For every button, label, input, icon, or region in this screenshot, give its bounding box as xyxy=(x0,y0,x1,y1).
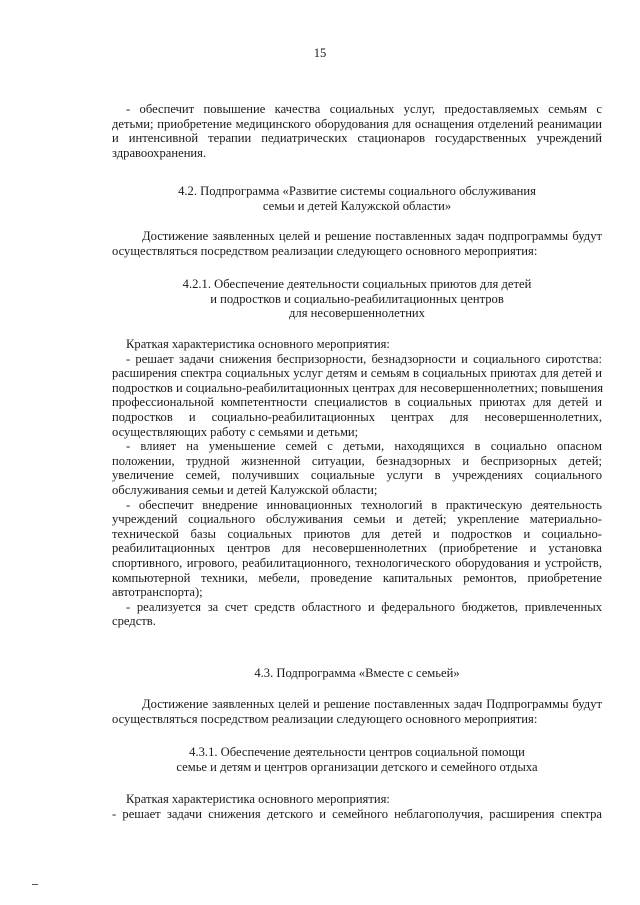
paragraph-achievement-4-3 xyxy=(112,697,602,726)
heading-4-3 xyxy=(112,666,602,681)
heading-line: 4.3. Подпрограмма «Вместе с семьей» xyxy=(254,666,460,680)
text-line: расширения спектра социальных услуг детям и семьям в социальных приютах для детей и xyxy=(112,366,602,381)
text-line: Достижение заявленных целей и решение поставленных задач подпрограммы будут xyxy=(142,229,602,243)
paragraph-characteristics-4-2-1 xyxy=(112,337,602,629)
text-line: подростков и социально-реабилитационных центрах для несовершеннолетних; повышения xyxy=(112,380,604,395)
text-line: средств. xyxy=(112,614,156,629)
text-line: Краткая характеристика основного мероприятия: xyxy=(126,792,390,806)
heading-4-3-1 xyxy=(112,745,602,774)
text-line: - решает задачи снижения детского и семейного неблагополучия, расширения спектра xyxy=(112,806,602,821)
heading-line: 4.2. Подпрограмма «Развитие системы социального обслуживания xyxy=(178,184,536,198)
text-line: увеличение семей, получивших социальные услуги в учреждениях социального xyxy=(112,468,602,483)
heading-line: и подростков и социально-реабилитационных центров xyxy=(210,291,504,306)
text-line: компьютерной техники, мебели, проведение капитальных ремонтов, приобретение xyxy=(112,570,602,585)
text-line: спортивного, игрового, реабилитационного, технологического оборудования и устройств, xyxy=(112,555,602,570)
text-line: осуществляться посредством реализации следующего основного мероприятия: xyxy=(112,243,538,258)
paragraph-characteristics-4-3-1 xyxy=(112,792,602,821)
heading-line: 4.2.1. Обеспечение деятельности социальных приютов для детей xyxy=(182,277,532,291)
text-line: осуществляться посредством реализации следующего основного мероприятия: xyxy=(112,711,538,726)
paragraph-intro xyxy=(112,102,602,160)
heading-line: для несовершеннолетних xyxy=(289,306,425,321)
text-line: осуществляющих работу с семьями и детьми; xyxy=(112,424,359,439)
text-line: положении, трудной жизненной ситуации, безнадзорных и беспризорных детей; xyxy=(112,453,602,468)
text-line: - обеспечит внедрение инновационных технологий в практическую деятельность xyxy=(126,497,602,512)
text-line: реабилитационных центров для несовершеннолетних (приобретение и установка xyxy=(112,541,602,556)
text-line: - влияет на уменьшение семей с детьми, находящихся в социально опасном xyxy=(126,439,602,454)
text-line: Краткая характеристика основного мероприятия: xyxy=(126,337,390,351)
text-line: учреждений социального обслуживания семьи и детей; укрепление материально- xyxy=(112,512,602,527)
text-line: технической базы социальных приютов для детей и подростков и социально- xyxy=(112,526,602,541)
text-line: и интенсивной терапии педиатрических стационаров государственных учреждений xyxy=(112,131,602,146)
text-line: подростков и социально-реабилитационных центрах для несовершеннолетних, xyxy=(112,409,602,424)
text-line: профессиональной компетентности специалистов в социальных приютах для детей и xyxy=(112,395,602,410)
scan-mark xyxy=(32,884,38,885)
heading-line: 4.3.1. Обеспечение деятельности центров социальной помощи xyxy=(189,745,525,759)
heading-4-2-1 xyxy=(112,277,602,321)
text-line: обслуживания семьи и детей Калужской области; xyxy=(112,482,378,497)
heading-4-2 xyxy=(112,184,602,213)
heading-line: семье и детям и центров организации детского и семейного отдыха xyxy=(176,759,538,774)
text-line: - решает задачи снижения беспризорности, безнадзорности и социального сиротства: xyxy=(126,351,602,366)
heading-line: семьи и детей Калужской области» xyxy=(262,198,452,213)
text-line: Достижение заявленных целей и решение поставленных задач Подпрограммы будут xyxy=(142,697,602,711)
text-line: - реализуется за счет средств областного и федерального бюджетов, привлеченных xyxy=(126,599,602,614)
text-line: здравоохранения. xyxy=(112,145,207,160)
paragraph-achievement-4-2 xyxy=(112,229,602,258)
text-line: - обеспечит повышение качества социальных услуг, предоставляемых семьям с xyxy=(126,102,602,116)
text-line: детьми; приобретение медицинского оборудования для оснащения отделений реанимации xyxy=(112,116,602,131)
text-line: автотранспорта); xyxy=(112,585,203,600)
page-number: 15 xyxy=(313,46,327,60)
